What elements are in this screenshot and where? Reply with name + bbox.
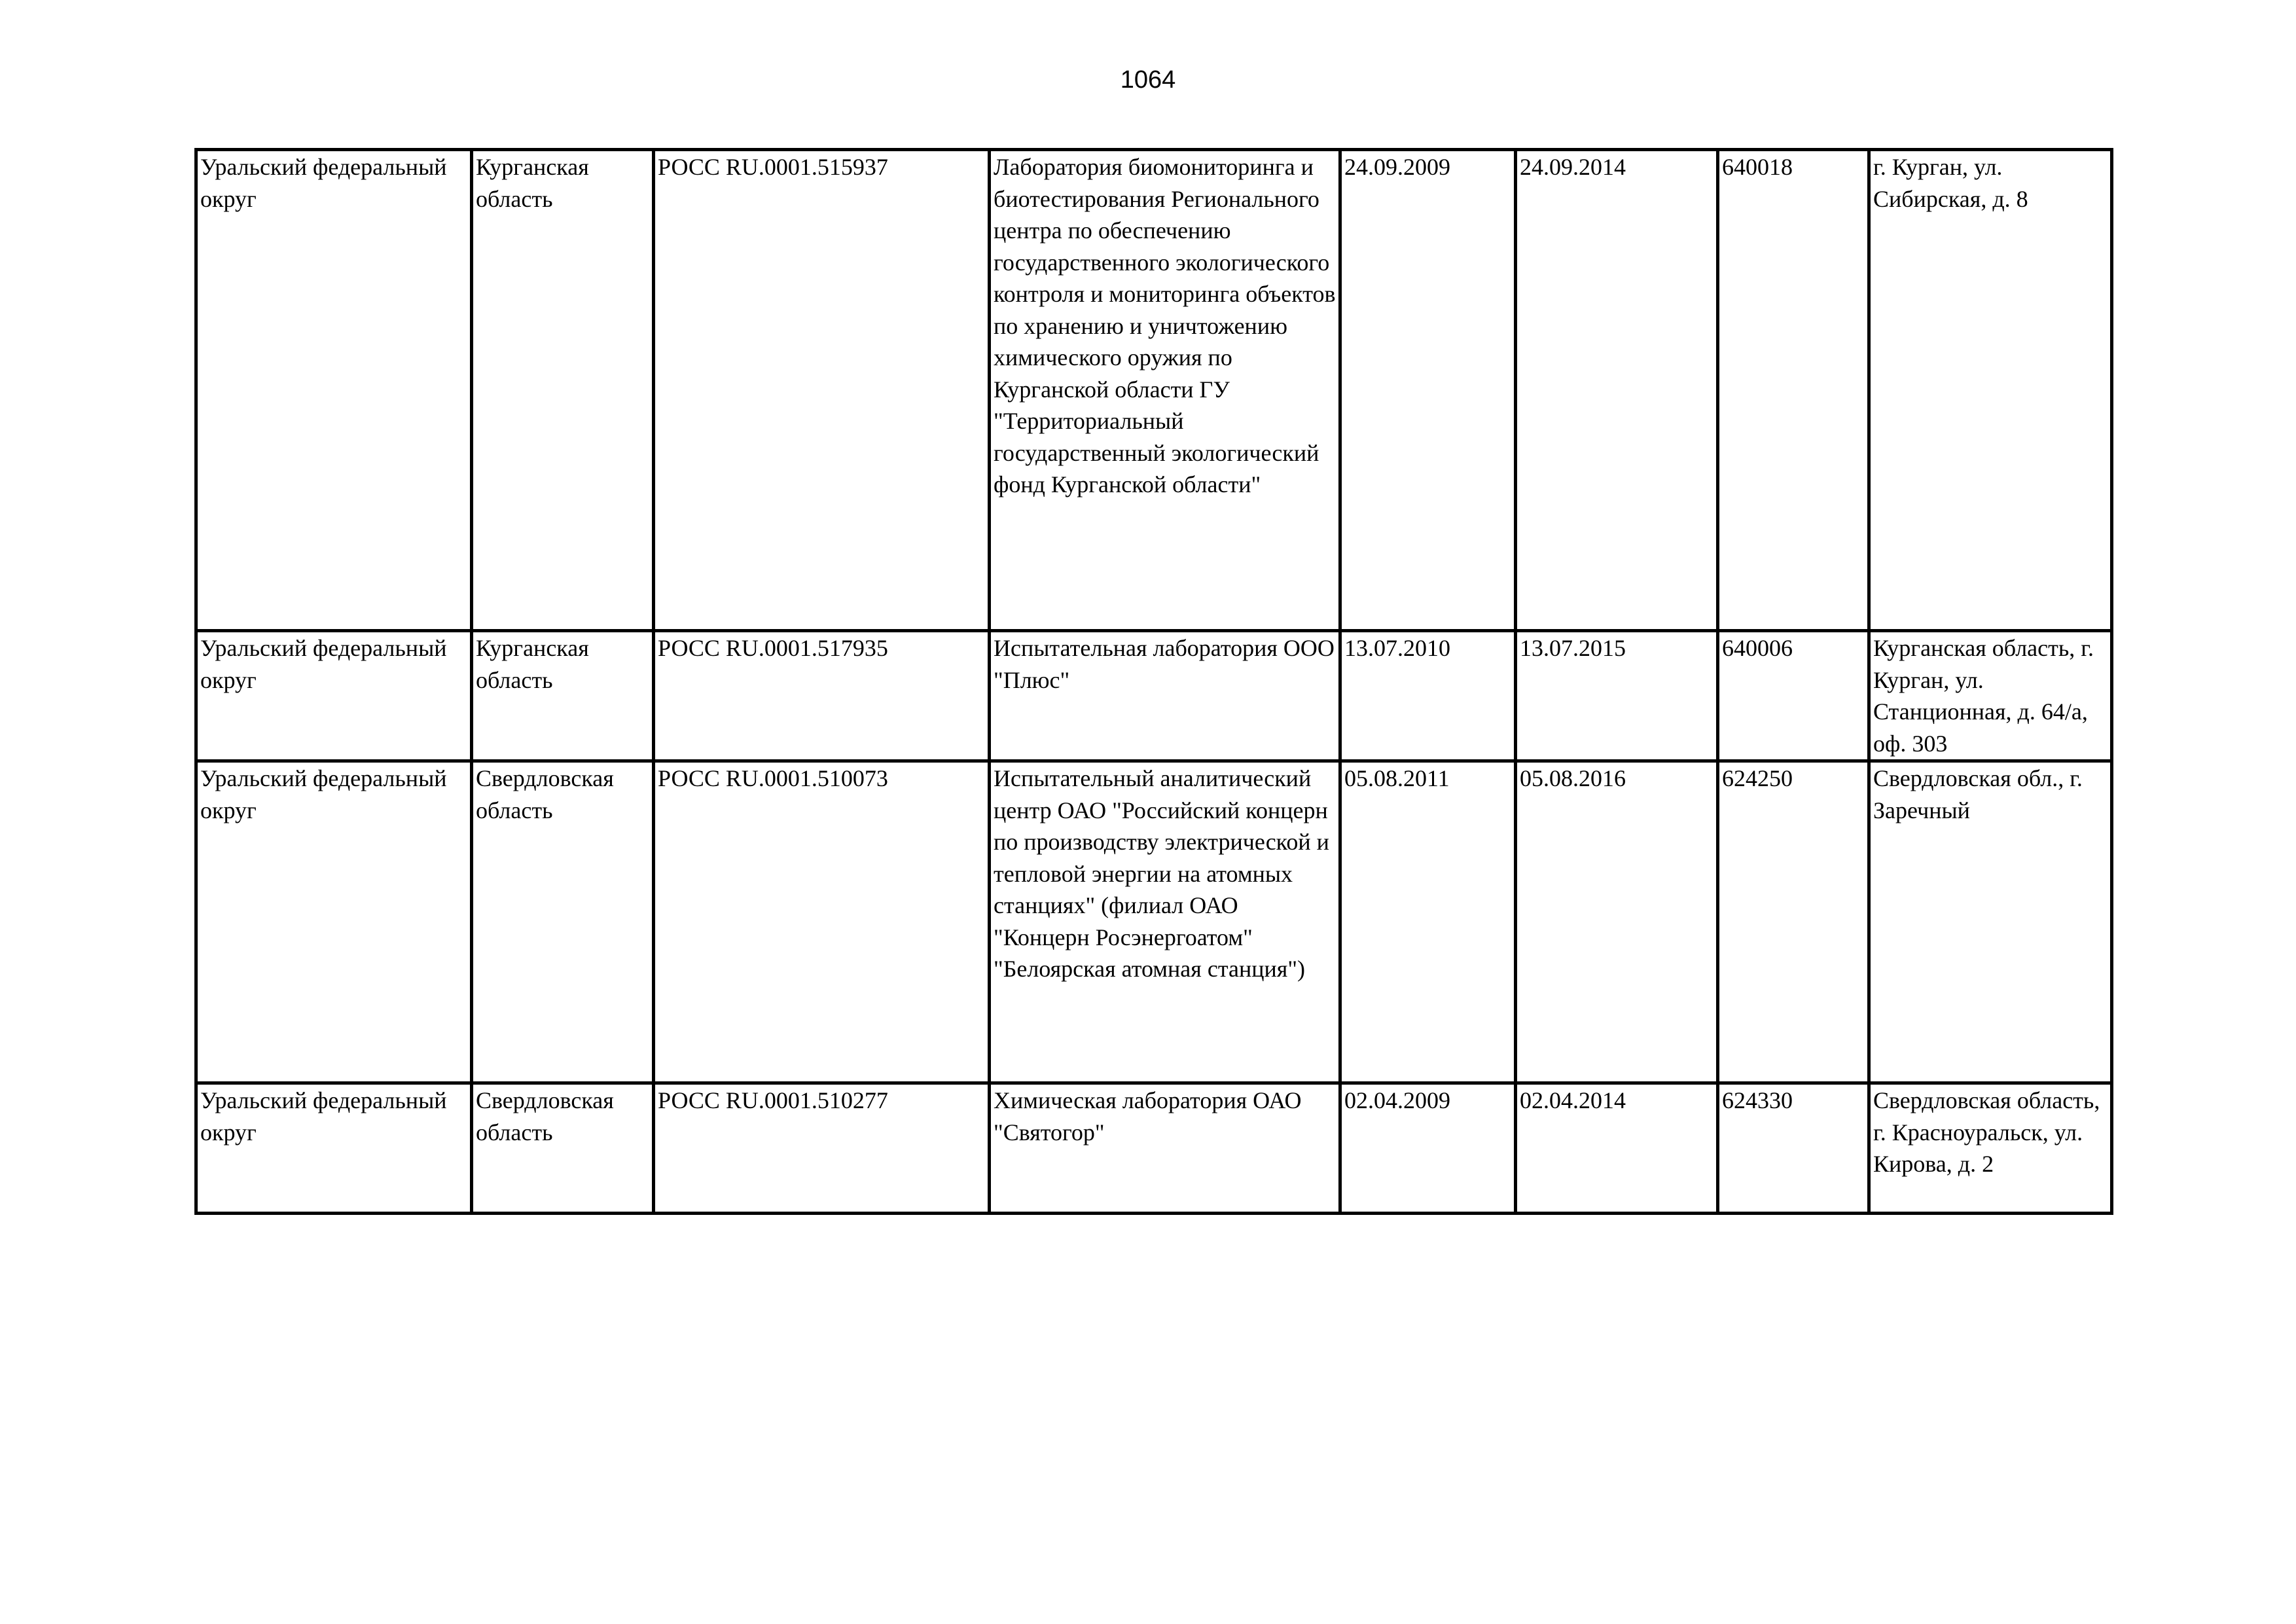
- postal-code-cell: 624250: [1718, 761, 1869, 1083]
- date-issued-cell: 13.07.2010: [1340, 631, 1516, 761]
- table-row: [196, 1083, 2112, 1214]
- reg-number-cell: РОСС RU.0001.510277: [654, 1083, 990, 1214]
- district-cell: Уральский федеральный округ: [196, 631, 472, 761]
- laboratory-registry-table: [194, 148, 2113, 1215]
- date-expires-cell: 05.08.2016: [1516, 761, 1718, 1083]
- district-cell: Уральский федеральный округ: [196, 150, 472, 631]
- address-cell: г. Курган, ул. Сибирская, д. 8: [1869, 150, 2112, 631]
- reg-number-cell: РОСС RU.0001.517935: [654, 631, 990, 761]
- lab-name-cell: Испытательная лаборатория ООО "Плюс": [990, 631, 1340, 761]
- page-number: 1064: [1120, 66, 1176, 94]
- table-row: [196, 761, 2112, 1083]
- address-cell: Свердловская область, г. Красноуральск, ул. Кирова, д. 2: [1869, 1083, 2112, 1214]
- date-issued-cell: 02.04.2009: [1340, 1083, 1516, 1214]
- region-cell: Свердловская область: [472, 761, 654, 1083]
- region-cell: Курганская область: [472, 631, 654, 761]
- table-row: [196, 631, 2112, 761]
- lab-name-cell: Испытательный аналитический центр ОАО "Российский концерн по производству электрической и тепловой энергии на атомных станциях" (филиал ОАО "Концерн Росэнергоатом" "Белоярская атомная станция"): [990, 761, 1340, 1083]
- region-cell: Свердловская область: [472, 1083, 654, 1214]
- table-row: [196, 150, 2112, 631]
- postal-code-cell: 640018: [1718, 150, 1869, 631]
- lab-name-cell: Химическая лаборатория ОАО "Святогор": [990, 1083, 1340, 1214]
- date-expires-cell: 13.07.2015: [1516, 631, 1718, 761]
- date-issued-cell: 05.08.2011: [1340, 761, 1516, 1083]
- postal-code-cell: 624330: [1718, 1083, 1869, 1214]
- postal-code-cell: 640006: [1718, 631, 1869, 761]
- lab-name-cell: Лаборатория биомониторинга и биотестирования Регионального центра по обеспечению государственного экологического контроля и мониторинга объектов по хранению и уничтожению химического оружия по Курганской области ГУ "Территориальный государственный экологический фонд Курганской области": [990, 150, 1340, 631]
- district-cell: Уральский федеральный округ: [196, 761, 472, 1083]
- region-cell: Курганская область: [472, 150, 654, 631]
- address-cell: Свердловская обл., г. Заречный: [1869, 761, 2112, 1083]
- date-issued-cell: 24.09.2009: [1340, 150, 1516, 631]
- reg-number-cell: РОСС RU.0001.510073: [654, 761, 990, 1083]
- address-cell: Курганская область, г. Курган, ул. Станционная, д. 64/а, оф. 303: [1869, 631, 2112, 761]
- date-expires-cell: 24.09.2014: [1516, 150, 1718, 631]
- date-expires-cell: 02.04.2014: [1516, 1083, 1718, 1214]
- district-cell: Уральский федеральный округ: [196, 1083, 472, 1214]
- reg-number-cell: РОСС RU.0001.515937: [654, 150, 990, 631]
